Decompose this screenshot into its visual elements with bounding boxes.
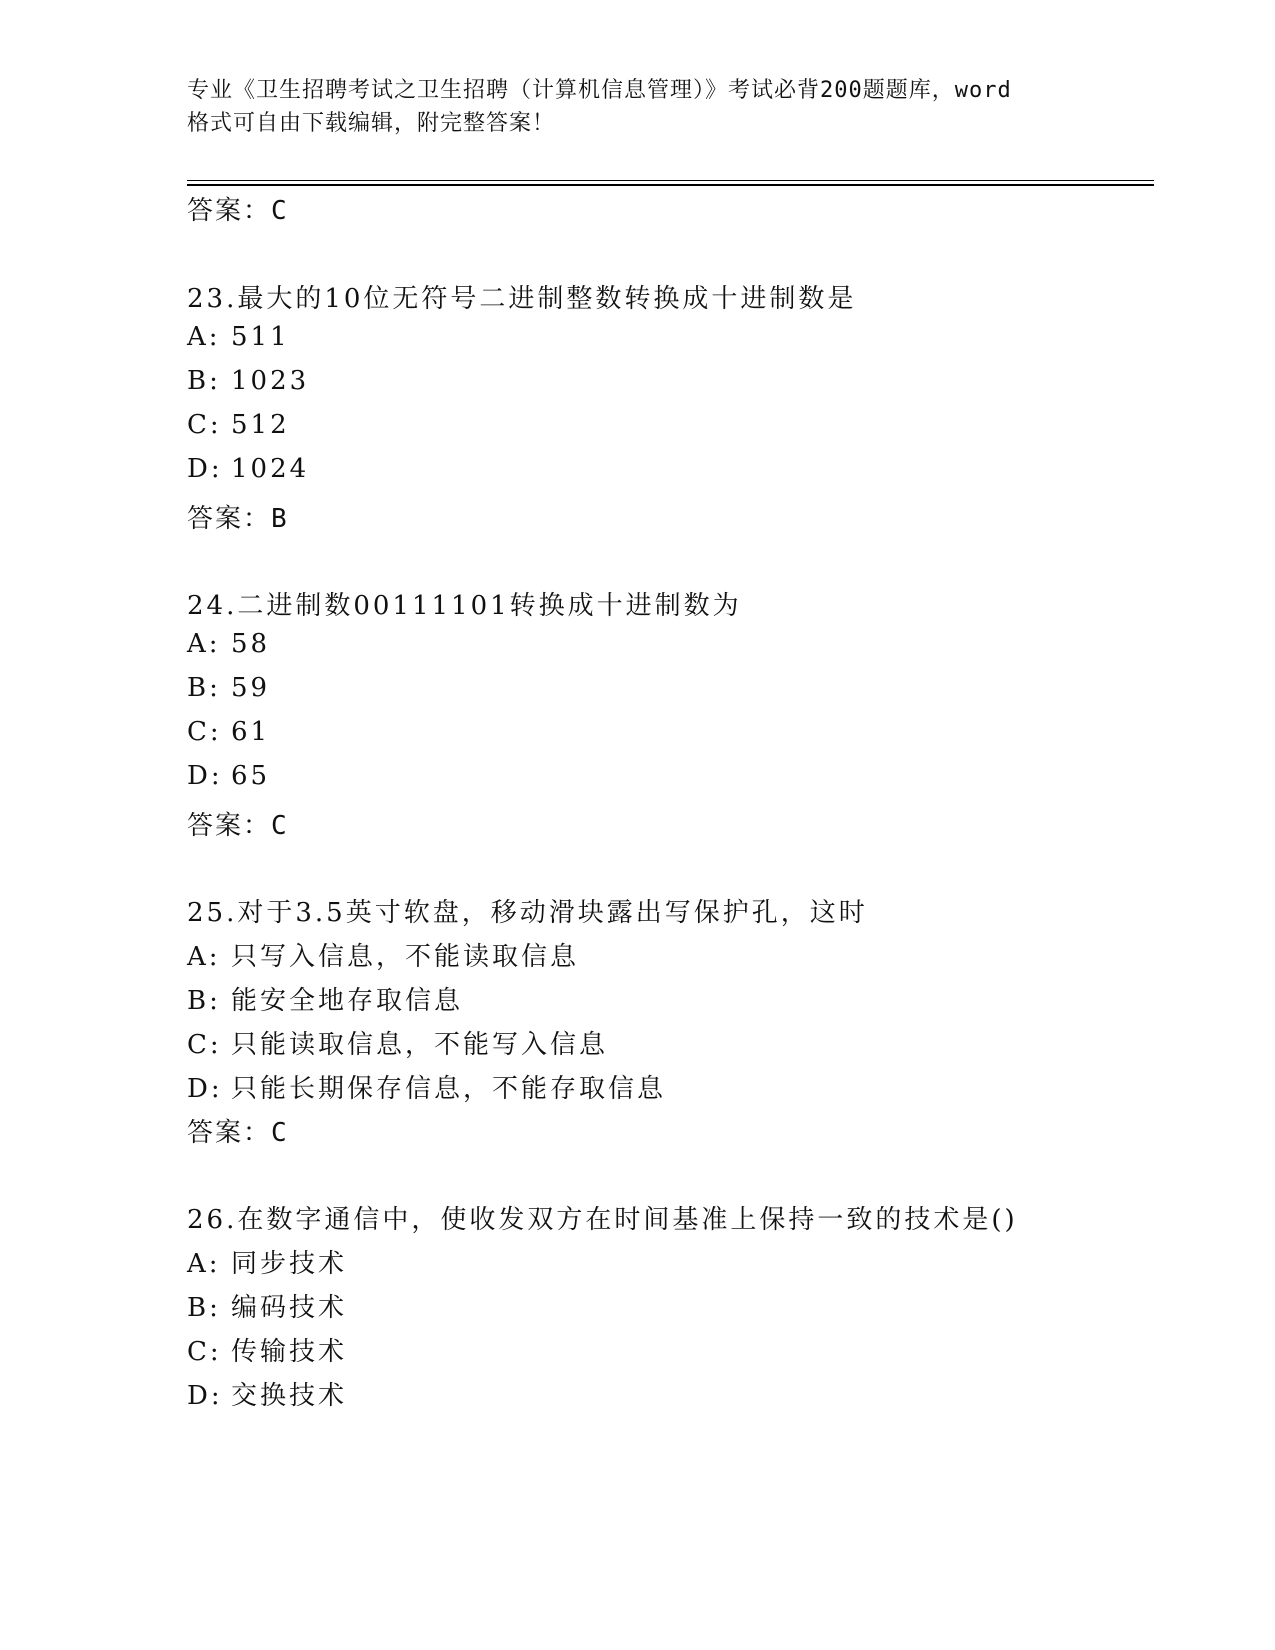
option-key: A:	[187, 1249, 221, 1279]
question-26-option-b	[187, 1287, 347, 1324]
option-key: C:	[187, 410, 222, 440]
option-key: B:	[187, 1293, 221, 1323]
option-key: B:	[187, 986, 221, 1016]
question-24-title: 24.二进制数00111101转换成十进制数为	[187, 591, 742, 621]
option-key: C:	[187, 1030, 222, 1060]
question-23-option-b	[187, 366, 309, 396]
option-text: 只能读取信息，不能写入信息	[231, 1030, 609, 1060]
option-key: A:	[187, 942, 221, 972]
option-text: 1023	[231, 366, 310, 396]
option-text: 能安全地存取信息	[231, 986, 464, 1016]
option-text: 59	[231, 673, 271, 703]
question-25-option-a	[187, 936, 579, 973]
option-key: A:	[187, 629, 221, 659]
question-26-title: 26.在数字通信中，使收发双方在时间基准上保持一致的技术是()	[187, 1205, 1018, 1235]
question-25-option-c	[187, 1024, 608, 1061]
question-24-option-a	[187, 629, 270, 659]
question-23-title: 23.最大的10位无符号二进制整数转换成十进制数是	[187, 284, 857, 314]
question-23-option-a	[187, 322, 290, 352]
document-header	[187, 74, 1107, 140]
question-24-option-b	[187, 673, 270, 703]
header-line-2: 格式可自由下载编辑，附完整答案！	[187, 111, 556, 136]
option-key: A:	[187, 322, 221, 352]
option-text: 只能长期保存信息，不能存取信息	[231, 1074, 667, 1104]
header-divider-thick	[187, 184, 1154, 186]
header-divider-thin	[187, 180, 1154, 181]
option-key: C:	[187, 717, 222, 747]
question-24-option-c	[187, 717, 270, 747]
option-text: 传输技术	[231, 1337, 348, 1367]
header-line-1: 专业《卫生招聘考试之卫生招聘（计算机信息管理）》考试必背200题题库，word	[187, 78, 1012, 103]
option-key: D:	[187, 761, 223, 791]
question-25-option-d	[187, 1068, 666, 1105]
option-text: 58	[231, 629, 271, 659]
previous-answer: 答案：C	[187, 196, 289, 226]
question-26-option-c	[187, 1331, 347, 1368]
option-text: 61	[231, 717, 271, 747]
question-23-option-d	[187, 454, 309, 484]
question-24-answer: 答案：C	[187, 811, 289, 841]
option-key: C:	[187, 1337, 222, 1367]
option-text: 512	[231, 410, 290, 440]
question-23-answer: 答案：B	[187, 504, 289, 534]
question-25-answer: 答案：C	[187, 1118, 289, 1148]
option-key: B:	[187, 673, 221, 703]
option-key: D:	[187, 1381, 223, 1411]
question-23-option-c	[187, 410, 290, 440]
option-text: 1024	[231, 454, 310, 484]
option-text: 只写入信息，不能读取信息	[231, 942, 580, 972]
question-25-title: 25.对于3.5英寸软盘，移动滑块露出写保护孔，这时	[187, 898, 868, 928]
option-text: 65	[231, 761, 271, 791]
question-25-option-b	[187, 980, 463, 1017]
option-text: 编码技术	[231, 1293, 348, 1323]
option-text: 交换技术	[231, 1381, 348, 1411]
option-text: 同步技术	[231, 1249, 348, 1279]
option-text: 511	[231, 322, 290, 352]
option-key: B:	[187, 366, 221, 396]
option-key: D:	[187, 1074, 223, 1104]
question-24-option-d	[187, 761, 270, 791]
question-26-option-d	[187, 1375, 347, 1412]
question-26-option-a	[187, 1243, 347, 1280]
option-key: D:	[187, 454, 223, 484]
